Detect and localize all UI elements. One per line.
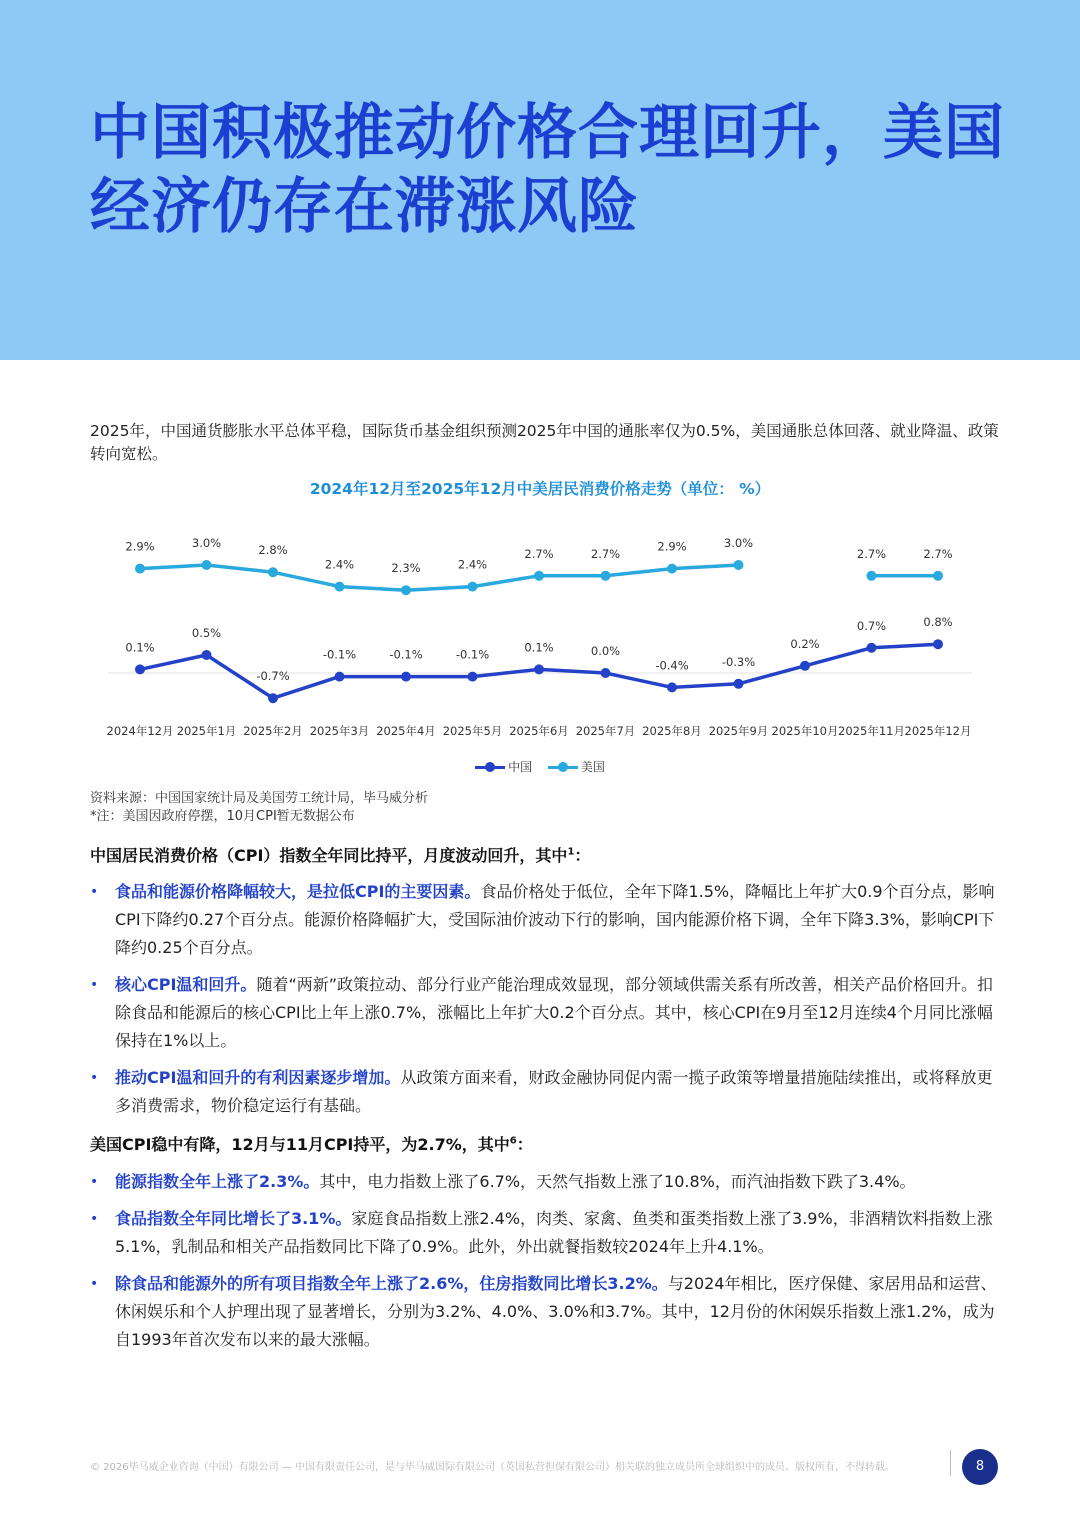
data-point-us — [202, 560, 212, 570]
legend-label-china: 中国 — [508, 760, 533, 774]
data-label-us: 2.4% — [457, 557, 488, 572]
data-label-china: -0.7% — [256, 669, 290, 684]
bullet-text: 随着“两新”政策拉动、部分行业产能治理成效显现，部分领域供需关系有所改善，相关产品价格回升。扣除食品和能源后的核心CPI比上年上涨0.7%，涨幅比上年扩大0.2个百分点。其中，核心CPI在9月至12月连续4个月同比涨幅保持在1%以上。 — [115, 975, 994, 1050]
bullet-icon: • — [90, 1070, 99, 1086]
data-point-china — [135, 664, 145, 674]
source-line: 资料来源：中国国家统计局及美国劳工统计局，毕马威分析 — [90, 791, 429, 806]
bullet-text: 从政策方面来看，财政金融协同促内需一揽子政策等增量措施陆续推出，或将释放更多消费需求，物价稳定运行有基础。 — [115, 1068, 993, 1115]
us-section-heading — [90, 1132, 1000, 1155]
legend-item-china — [475, 758, 532, 775]
chart-title: 2024年12月至2025年12月中美居民消费价格走势（单位： %） — [309, 480, 771, 498]
bullet-highlight: 食品指数全年同比增长了3.1%。 — [115, 1209, 352, 1228]
data-label-china: 0.0% — [590, 644, 621, 658]
china-heading-text: 中国居民消费价格（CPI）指数全年同比持平，月度波动回升，其中 — [90, 846, 568, 865]
list-item — [90, 971, 1000, 1055]
bullet-icon: • — [90, 884, 99, 900]
data-point-us — [268, 567, 278, 577]
china-bullet-list — [90, 878, 1000, 1120]
china-section-heading — [90, 843, 1000, 866]
x-tick-label: 2025年9月 — [708, 724, 769, 738]
list-item — [90, 1205, 1000, 1261]
bullet-icon: • — [90, 1276, 99, 1292]
x-tick-label: 2025年6月 — [509, 724, 569, 738]
data-point-us — [468, 582, 478, 592]
bullet-text: 其中，电力指数上涨了6.7%，天然气指数上涨了10.8%，而汽油指数下跌了3.4%。 — [319, 1172, 916, 1191]
x-tick-label: 2025年3月 — [309, 724, 370, 738]
data-label-us: 2.7% — [923, 546, 953, 561]
data-point-china — [867, 643, 877, 653]
data-point-us — [933, 571, 943, 581]
china-heading-colon: ： — [574, 846, 591, 865]
data-label-china: 0.5% — [191, 626, 222, 640]
x-tick-label: 2025年12月 — [904, 724, 972, 738]
us-bullet-list — [90, 1168, 1000, 1354]
x-tick-label: 2025年5月 — [442, 724, 503, 738]
data-label-china: 0.2% — [790, 636, 820, 651]
footer-copyright: © 2026毕马威企业咨询（中国）有限公司 — 中国有限责任公司，是与毕马威国际有限公司（英国私营担保有限公司）相关联的独立成员所全球组织中的成员。版权所有，不得转载。 — [90, 1462, 895, 1473]
data-label-us: 2.4% — [324, 557, 355, 572]
bullet-highlight: 核心CPI温和回升。 — [115, 975, 257, 994]
bullet-icon: • — [90, 1211, 99, 1227]
bullet-text: 食品价格处于低位，全年下降1.5%，降幅比上年扩大0.9个百分点，影响CPI下降约0.27个百分点。能源价格降幅扩大，受国际油价波动下行的影响，国内能源价格下调，全年下降3.3%，影响CPI下降约0.25个百分点。 — [115, 882, 995, 957]
data-point-us — [135, 564, 145, 574]
us-heading-footnote: 6 — [509, 1135, 517, 1147]
data-point-us — [401, 585, 411, 595]
data-point-china — [202, 650, 212, 660]
data-label-china: -0.3% — [721, 654, 756, 669]
legend-label-us: 美国 — [580, 760, 605, 774]
x-tick-label: 2025年10月 — [771, 724, 839, 738]
cpi-line-chart — [90, 520, 990, 748]
list-item — [90, 1064, 1000, 1120]
data-point-china — [800, 661, 810, 671]
us-heading-colon: ： — [516, 1135, 533, 1154]
legend-swatch-china — [475, 761, 505, 773]
data-point-us — [335, 582, 345, 592]
list-item — [90, 1168, 1000, 1196]
data-label-us: 2.9% — [657, 539, 687, 554]
page-title — [90, 96, 1010, 244]
data-label-china: -0.1% — [389, 647, 423, 662]
data-label-us: 2.8% — [258, 543, 288, 558]
data-point-us — [534, 571, 544, 581]
data-label-us: 3.0% — [191, 536, 222, 550]
x-tick-label: 2025年8月 — [642, 724, 702, 738]
data-point-china — [268, 693, 278, 703]
data-label-us: 2.7% — [524, 546, 554, 561]
page-number-badge: 8 — [962, 1449, 998, 1485]
data-point-china — [468, 672, 478, 682]
note-line: *注：美国因政府停摆，10月CPI暂无数据公布 — [90, 809, 355, 824]
bullet-highlight: 推动CPI温和回升的有利因素逐步增加。 — [115, 1068, 401, 1087]
data-label-china: 0.7% — [856, 618, 887, 633]
data-point-china — [601, 668, 611, 678]
x-tick-label: 2025年4月 — [376, 724, 436, 738]
data-point-us — [867, 571, 877, 581]
x-tick-label: 2025年2月 — [243, 724, 303, 738]
chart-legend — [90, 758, 990, 776]
chart-source-note — [90, 790, 990, 826]
bullet-text: 与2024年相比，医疗保健、家居用品和运营、休闲娱乐和个人护理出现了显著增长，分别为3.2%、4.0%、3.0%和3.7%。其中，12月份的休闲娱乐指数上涨1.2%，成为自1993年首次发布以来的最大涨幅。 — [115, 1274, 997, 1349]
data-point-china — [933, 639, 943, 649]
page-title-line2: 经济仍存在滞涨风险 — [90, 172, 639, 242]
bullet-highlight: 除食品和能源外的所有项目指数全年上涨了2.6%，住房指数同比增长3.2%。 — [115, 1274, 668, 1293]
data-label-china: -0.4% — [655, 658, 689, 673]
data-label-us: 3.0% — [723, 536, 754, 550]
bullet-icon: • — [90, 1174, 99, 1190]
header-banner — [0, 0, 1080, 360]
x-tick-label: 2025年1月 — [176, 724, 237, 738]
china-heading-footnote: 1 — [567, 846, 575, 858]
bullet-highlight: 食品和能源价格降幅较大，是拉低CPI的主要因素。 — [115, 882, 481, 901]
data-label-us: 2.7% — [590, 546, 621, 561]
data-point-china — [734, 679, 744, 689]
us-heading-text: 美国CPI稳中有降，12月与11月CPI持平，为2.7%，其中 — [90, 1135, 510, 1154]
x-tick-label: 2025年7月 — [575, 724, 636, 738]
data-label-china: 0.1% — [524, 640, 554, 655]
data-label-us: 2.7% — [856, 546, 887, 561]
data-point-china — [667, 682, 677, 692]
data-label-china: 0.8% — [923, 615, 953, 630]
bullet-highlight: 能源指数全年上涨了2.3%。 — [115, 1172, 320, 1191]
x-tick-label: 2024年12月 — [106, 724, 174, 738]
data-point-us — [667, 564, 677, 574]
intro-paragraph: 2025年，中国通货膨胀水平总体平稳，国际货币基金组织预测2025年中国的通胀率仅为0.5%，美国通胀总体回落、就业降温、政策转向宽松。 — [90, 422, 999, 463]
data-label-china: -0.1% — [455, 647, 490, 662]
legend-swatch-us — [548, 761, 578, 773]
footer-divider — [950, 1450, 951, 1476]
data-point-china — [335, 672, 345, 682]
data-label-china: -0.1% — [322, 647, 357, 662]
data-label-us: 2.3% — [391, 561, 421, 576]
bullet-icon: • — [90, 977, 99, 993]
x-tick-label: 2025年11月 — [838, 724, 905, 738]
data-label-china: 0.1% — [125, 640, 155, 655]
data-label-us: 2.9% — [125, 539, 155, 554]
list-item — [90, 1270, 1000, 1354]
data-point-us — [601, 571, 611, 581]
bullet-text: 家庭食品指数上涨2.4%，肉类、家禽、鱼类和蛋类指数上涨了3.9%，非酒精饮料指数上涨5.1%，乳制品和相关产品指数同比下降了0.9%。此外，外出就餐指数较2024年上升4.1%。 — [115, 1209, 993, 1256]
page-title-line1: 中国积极推动价格合理回升，美国 — [90, 98, 1005, 168]
data-point-china — [534, 664, 544, 674]
legend-item-us — [548, 758, 605, 775]
data-point-us — [734, 560, 744, 570]
data-point-china — [401, 672, 411, 682]
list-item — [90, 878, 1000, 962]
